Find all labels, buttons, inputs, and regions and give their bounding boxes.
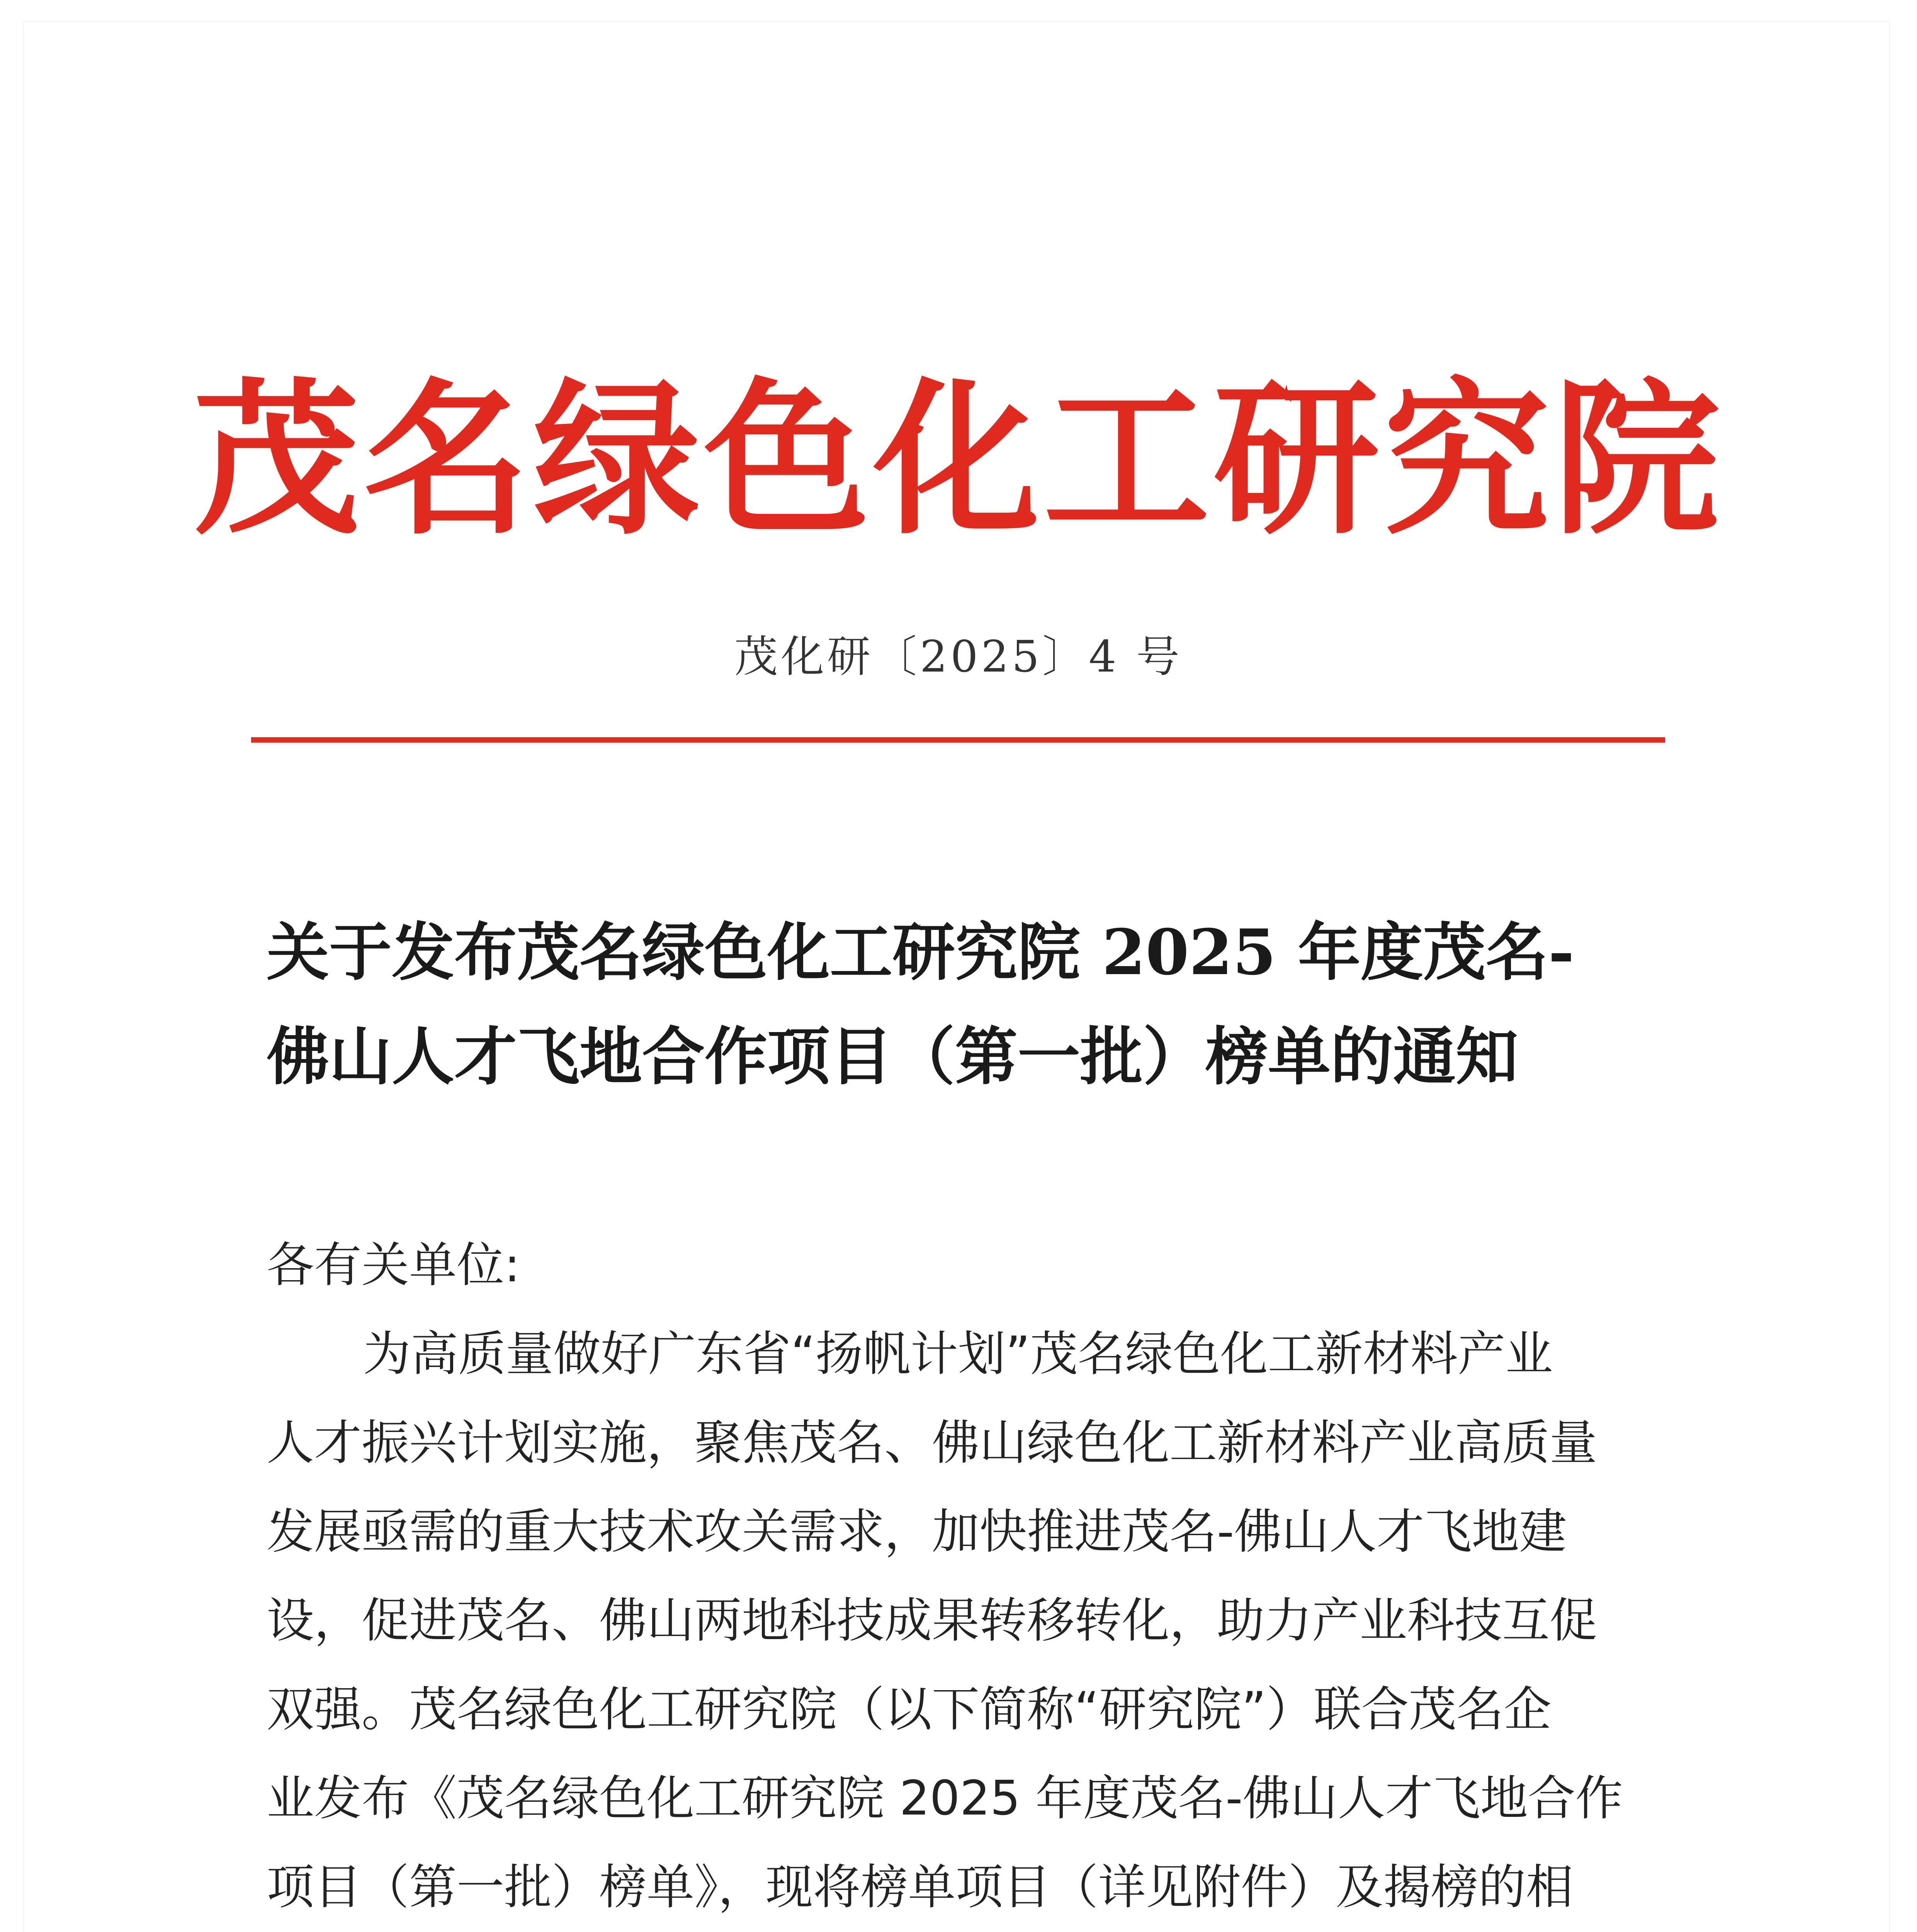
- paragraph-1-line: 业发布《茂名绿色化工研究院 2025 年度茂名-佛山人才飞地合作: [267, 1771, 1623, 1826]
- paragraph-1-line: 双强。茂名绿色化工研究院（以下简称“研究院”）联合茂名企: [267, 1682, 1552, 1737]
- paragraph-1-line: 为高质量做好广东省“扬帆计划”茂名绿色化工新材料产业: [363, 1327, 1553, 1382]
- document-title: [267, 900, 1696, 1109]
- paragraph-1-line: 人才振兴计划实施，聚焦茂名、佛山绿色化工新材料产业高质量: [267, 1415, 1597, 1471]
- red-divider-line: [251, 737, 1665, 743]
- title-line-2: 佛山人才飞地合作项目（第一批）榜单的通知: [267, 1020, 1518, 1094]
- paragraph-1-line: 发展亟需的重大技术攻关需求，加快推进茂名-佛山人才飞地建: [267, 1504, 1567, 1560]
- institute-masthead: 茂名绿色化工研究院: [194, 362, 1723, 557]
- paragraph-1-line: 项目（第一批）榜单》，现将榜单项目（详见附件）及揭榜的相: [267, 1860, 1574, 1915]
- document-number: 茂化研〔2025〕4 号: [734, 632, 1183, 682]
- title-line-1: 关于发布茂名绿色化工研究院 2025 年度茂名-: [267, 916, 1574, 989]
- paragraph-1-line: 设，促进茂名、佛山两地科技成果转移转化，助力产业科技互促: [267, 1593, 1597, 1648]
- document-body: [267, 1221, 1673, 1932]
- salutation: 各有关单位:: [267, 1238, 520, 1293]
